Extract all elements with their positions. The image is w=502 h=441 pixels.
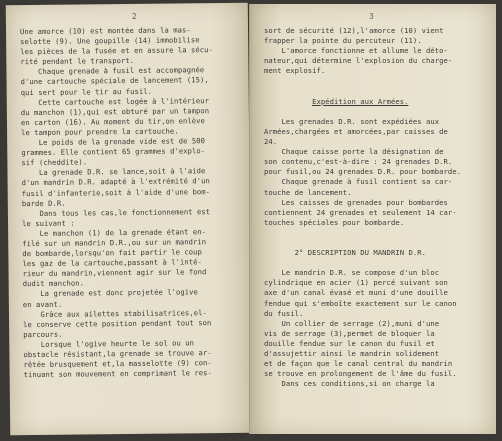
text-line: dudit manchon. (22, 278, 84, 289)
page-number-right: 3 (369, 12, 374, 21)
text-line: ment explosif. (264, 66, 326, 76)
text-line: La grenade est donc projetée l'ogive (22, 287, 198, 299)
text-line: Expédition aux Armées. (312, 96, 409, 106)
text-line: obstacle résistant,la grenade se trouve ar- (23, 348, 212, 360)
text-line: Dans tous les cas,le fonctionnement est (21, 206, 211, 218)
text-line: contiennent 24 grenades et seulement 14 car- (264, 207, 457, 217)
text-line: d'assujettir ainsi le mandrin solidement (264, 349, 440, 358)
text-line: en carton (16). Au moment du tir,on enlève (20, 116, 205, 127)
text-line (264, 87, 486, 97)
text-line: fendue qui s'emboîte exactement sur le canon (264, 298, 457, 308)
text-line: grammes. Elle contient 65 grammes d'explo- (21, 146, 206, 158)
text-line: Lorsque l'ogive heurte le sol ou un (23, 338, 195, 350)
text-line: du manchon (1),qui est obturé par un tampon (20, 105, 210, 117)
text-line: du fusil. (264, 308, 304, 318)
text-line (264, 228, 486, 238)
text-line: barde D.R. (21, 198, 66, 208)
text-line: rieur du mandrin,viennent agir sur le fond (22, 267, 207, 279)
text-line: Dans ces conditions,si on charge la (264, 379, 435, 389)
text-line: Le manchon (1) de la grenade étant en- (22, 227, 207, 238)
text-line: axe d'un canal évasé et muni d'une douille (264, 288, 448, 298)
text-line: douille fendue sur le canon du fusil et (264, 338, 435, 348)
text-line: La grenade D.R. se lance,soit à l'aide (21, 166, 206, 178)
text-line: touche de lancement. (264, 187, 352, 197)
text-line: Le mandrin D.R. se compose d'un bloc (264, 268, 440, 278)
text-line: selotte (9). Une goupille (14) immobilise (20, 35, 200, 47)
text-line: 2° DESCRIPTION DU MANDRIN D.R. (264, 248, 426, 258)
text-line: Les caisses de grenades pour bombardes (264, 197, 448, 207)
text-line: le tampon pour prendre la cartouche. (21, 126, 179, 138)
open-booklet (2, 0, 500, 441)
text-line (264, 107, 486, 117)
text-line: Un collier de serrage (2),muni d'une (264, 318, 440, 328)
left-page-text (20, 25, 242, 381)
text-line (264, 238, 486, 248)
right-page-text (264, 26, 486, 389)
text-line: vis de serrage (3),permet de bloquer la (264, 328, 435, 338)
text-line (264, 76, 486, 86)
text-line: Grâce aux ailettes stabilisatrices,el- (22, 307, 207, 319)
text-line: qui sert pour le tir au fusil. (20, 86, 153, 97)
text-line: le conserve cette position pendant tout son (23, 317, 212, 329)
text-line: frapper la pointe du percuteur (11). (264, 36, 422, 46)
text-line: les gaz de la cartouche,passant à l'inté- (22, 257, 202, 269)
text-line (264, 258, 486, 268)
text-line: Armées,chargées et amorcées,par caisses de (264, 126, 448, 136)
text-line: sif (cheddite). (21, 157, 88, 168)
text-line: Les grenades D.R. sont expédiées aux (264, 116, 440, 126)
text-line: 24. (264, 137, 278, 147)
text-line: Chaque grenade à fusil contient sa car- (264, 177, 453, 187)
text-line: d'un mandrin D.R. adapté à l'extrémité d'un (21, 176, 210, 188)
text-line: d'une cartouche spéciale de lancement (15), (20, 75, 209, 87)
text-line: son contenu,c'est-à-dire : 24 grenades D.R. (264, 157, 453, 167)
text-line: nateur,qui détermine l'explosion du charge- (264, 56, 453, 66)
text-line: cylindrique en acier (1) percé suivant son (264, 278, 448, 288)
text-line: Chaque grenade à fusil est accompagnée (20, 65, 205, 77)
text-line: en avant. (22, 299, 63, 309)
text-line: L'amorce fonctionne et allume le déto- (264, 46, 448, 56)
text-line: fusil d'infanterie,soit à l'aide d'une bom- (21, 186, 210, 198)
text-line: parcours. (23, 329, 63, 339)
text-line: Cette cartouche est logée à l'intérieur (20, 95, 210, 107)
text-line: Une amorce (10) est montée dans la mas- (19, 25, 191, 37)
text-line: le suivant : (21, 218, 75, 228)
text-line: de bombarde,lorsqu'on fait partir le coup (22, 247, 202, 259)
page-number-left: 2 (131, 11, 137, 21)
text-line: Chaque caisse porte la désignation de (264, 147, 444, 157)
right-page (252, 4, 496, 434)
text-line: et de façon que le canal central du mandrin (264, 359, 453, 369)
text-line: rêtée brusquement et,la masselotte (9) con- (23, 358, 212, 370)
text-line: Le poids de la grenade vide est de 500 (21, 136, 206, 148)
text-line: sort de sécurité (12),l'amorce (10) vient (264, 26, 444, 35)
text-line: filé sur un mandrin D.R.,ou sur un mandrin (22, 237, 207, 249)
text-line: les pièces de la fusée et en assure la sécu- (20, 45, 213, 57)
text-line: rité pendant le transport. (20, 56, 135, 67)
left-page (6, 3, 252, 436)
text-line: touches spéciales pour bombarde. (264, 217, 405, 227)
text-line: pour fusil,ou 24 grenades D.R. pour bombarde. (264, 167, 461, 177)
text-line: tinuant son mouvement en comprimant le res- (23, 368, 212, 380)
text-line: se trouve en prolongement de l'âme du fusil. (264, 369, 457, 379)
